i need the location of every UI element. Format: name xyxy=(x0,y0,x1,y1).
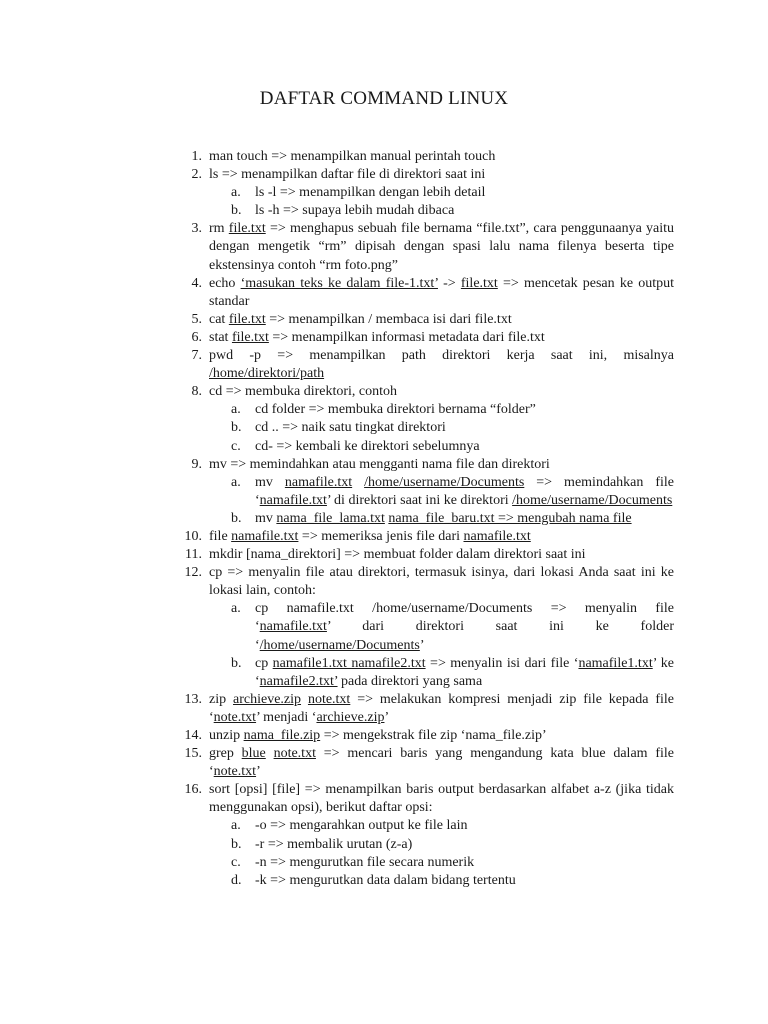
underlined-text: file.txt xyxy=(231,329,269,345)
text-run: mv xyxy=(255,474,285,490)
sub-list-letter: a. xyxy=(231,818,241,834)
text-run: grep xyxy=(209,746,242,762)
underlined-text: namafile1.txt xyxy=(578,655,653,671)
text-run: => mencari baris yang mengandung kata blue dalam file ‘ xyxy=(209,746,674,780)
text-run: cat xyxy=(209,311,229,327)
text-run: cp => menyalin file atau direktori, termasuk isinya, dari lokasi Anda saat ini ke lokasi lain, contoh: xyxy=(209,565,674,599)
text-run: => menyalin isi dari file ‘ xyxy=(425,655,579,671)
underlined-text: /home/username/Documents xyxy=(259,637,420,653)
sub-list-letter: c. xyxy=(231,854,241,870)
list-number: 1. xyxy=(191,149,202,164)
list-item xyxy=(180,546,674,564)
text-run: => menampilkan informasi metadata dari file.txt xyxy=(268,329,545,345)
text-run: -o => mengarahkan output ke file lain xyxy=(255,818,468,834)
text-run: cp namafile.txt /home/username/Documents => menyalin file ‘ xyxy=(255,601,674,635)
text-run: ’ dari direktori saat ini ke folder ‘ xyxy=(255,619,674,653)
list-item xyxy=(180,311,674,329)
text-run: echo xyxy=(209,275,241,291)
sub-list-item xyxy=(180,836,674,854)
text-run: cp xyxy=(255,655,273,671)
text-run: mkdir [nama_direktori] => membuat folder dalam direktori saat ini xyxy=(209,547,586,563)
text-run: mv => memindahkan atau mengganti nama file dan direktori xyxy=(209,456,550,472)
underlined-text: nama_file_baru.txt => mengubah nama file xyxy=(388,510,632,526)
list-item xyxy=(180,727,674,745)
underlined-text: namafile.txt xyxy=(463,528,531,544)
sub-list-letter: b. xyxy=(231,510,242,526)
sub-list-item xyxy=(180,419,674,437)
sub-list-item xyxy=(180,401,674,419)
underlined-text: namafile.txt xyxy=(231,528,299,544)
list-item xyxy=(180,781,674,817)
text-run xyxy=(301,692,308,707)
text-run: => mengekstrak file zip ‘nama_file.zip’ xyxy=(320,728,547,743)
underlined-text: archieve.zip xyxy=(316,709,385,725)
list-number: 5. xyxy=(191,311,202,327)
sub-list-item xyxy=(180,438,674,456)
sub-list-letter: d. xyxy=(231,872,242,888)
text-run: ’ xyxy=(419,637,425,653)
list-item xyxy=(180,383,674,401)
list-item xyxy=(180,456,674,474)
list-item xyxy=(180,564,674,600)
underlined-text: nama_file_lama.txt xyxy=(276,510,385,526)
text-run xyxy=(352,475,364,490)
text-run: -r => membalik urutan (z-a) xyxy=(255,836,413,852)
underlined-text: namafile1.txt namafile2.txt xyxy=(272,655,426,671)
text-run: ls -h => supaya lebih mudah dibaca xyxy=(255,203,455,219)
sub-list-item xyxy=(180,474,674,510)
list-number: 7. xyxy=(191,348,202,364)
text-run: cd folder => membuka direktori bernama “folder” xyxy=(255,402,536,418)
sub-list-letter: a. xyxy=(231,402,241,418)
underlined-text: note.txt xyxy=(307,691,351,707)
text-run: pada direktori yang sama xyxy=(337,673,483,689)
list-item xyxy=(180,275,674,311)
list-number: 15. xyxy=(184,746,202,762)
sub-list-item xyxy=(180,600,674,654)
list-item xyxy=(180,347,674,383)
text-run: -n => mengurutkan file secara numerik xyxy=(255,854,475,870)
underlined-text: namafile.txt xyxy=(284,474,353,490)
text-run: ’ xyxy=(384,709,390,725)
text-run: mv xyxy=(255,510,277,526)
text-run: file xyxy=(209,528,232,544)
text-run: pwd -p => menampilkan path direktori kerja saat ini, misalnya xyxy=(209,348,674,364)
list-number: 9. xyxy=(191,456,202,472)
list-item xyxy=(180,220,674,274)
text-run: rm xyxy=(209,221,229,237)
underlined-text: ‘masukan teks ke dalam file-1.txt’ xyxy=(240,275,438,291)
underlined-text: namafile.txt xyxy=(259,492,327,508)
sub-list-item xyxy=(180,202,674,220)
list-item xyxy=(180,745,674,781)
text-run: ’ xyxy=(256,764,261,780)
text-run: => melakukan kompresi menjadi zip file kepada file ‘ xyxy=(209,691,675,725)
sub-list-letter: b. xyxy=(231,203,242,219)
underlined-text: namafile2.txt’ xyxy=(259,673,338,689)
text-run: -> xyxy=(437,275,461,291)
text-run: => mencetak pesan ke output standar xyxy=(209,275,674,309)
underlined-text: /home/username/Documents xyxy=(364,474,525,490)
list-item xyxy=(180,691,674,727)
text-run: unzip xyxy=(209,728,244,743)
underlined-text: nama_file.zip xyxy=(243,728,321,743)
list-item xyxy=(180,148,674,166)
underlined-text: note.txt xyxy=(273,746,316,762)
text-run: man touch => menampilkan manual perintah touch xyxy=(209,149,496,164)
list-number: 8. xyxy=(191,384,202,400)
text-run: stat xyxy=(209,329,232,345)
underlined-text: namafile.txt xyxy=(259,619,327,635)
text-run: => menghapus sebuah file bernama “file.txt”, cara penggunaanya yaitu dengan mengetik “rm” dipisah dengan spasi lalu nama filenya beserta tipe ekstensinya contoh “rm foto.png” xyxy=(209,221,674,273)
list-number: 4. xyxy=(191,275,202,291)
list-number: 6. xyxy=(191,329,202,345)
sub-list-item xyxy=(180,655,674,691)
underlined-text: blue xyxy=(241,746,266,762)
sub-list-item xyxy=(180,817,674,835)
list-item xyxy=(180,528,674,546)
underlined-text: /home/username/Documents xyxy=(512,492,673,508)
sub-list-letter: b. xyxy=(231,836,242,852)
list-number: 3. xyxy=(191,221,202,237)
sub-list-item xyxy=(180,854,674,872)
sub-list-item xyxy=(180,184,674,202)
text-run: => menampilkan / membaca isi dari file.txt xyxy=(265,311,512,327)
sub-list-letter: b. xyxy=(231,655,242,671)
underlined-text: file.txt xyxy=(228,221,266,237)
list-number: 11. xyxy=(185,547,202,563)
list-number: 13. xyxy=(184,691,202,707)
text-run: sort [opsi] [file] => menampilkan baris output berdasarkan alfabet a-z (jika tidak menggunakan opsi), berikut daftar opsi: xyxy=(209,782,674,816)
sub-list-item xyxy=(180,510,674,528)
sub-list-letter: a. xyxy=(231,601,241,617)
text-run: zip xyxy=(209,691,234,707)
text-run: -k => mengurutkan data dalam bidang tertentu xyxy=(255,872,516,888)
text-run: cd => membuka direktori, contoh xyxy=(209,384,398,400)
text-run: ’ ke ‘ xyxy=(255,655,674,689)
list-number: 10. xyxy=(184,528,202,544)
underlined-text: archieve.zip xyxy=(233,691,302,707)
list-number: 16. xyxy=(184,782,202,798)
underlined-text: /home/direktori/path xyxy=(209,366,325,382)
list-number: 12. xyxy=(184,565,202,581)
list-item xyxy=(180,166,674,184)
sub-list-letter: a. xyxy=(231,185,241,201)
underlined-text: file.txt xyxy=(228,311,266,327)
text-run: => memindahkan file ‘ xyxy=(255,474,675,508)
underlined-text: note.txt xyxy=(213,709,257,725)
text-run: ’ menjadi ‘ xyxy=(256,709,317,725)
underlined-text: note.txt xyxy=(213,764,257,780)
text-run: cd .. => naik satu tingkat direktori xyxy=(255,420,446,436)
sub-list-letter: b. xyxy=(231,420,242,436)
list-number: 2. xyxy=(191,167,202,183)
text-run: ’ di direktori saat ini ke direktori xyxy=(326,492,513,508)
list-item xyxy=(180,329,674,347)
sub-list-letter: c. xyxy=(231,438,241,454)
text-run: cd- => kembali ke direktori sebelumnya xyxy=(255,438,480,454)
text-run xyxy=(266,746,274,761)
sub-list-item xyxy=(180,872,674,890)
text-run: ls -l => menampilkan dengan lebih detail xyxy=(255,185,486,201)
underlined-text: file.txt xyxy=(460,275,498,291)
text-run: ls => menampilkan daftar file di direktori saat ini xyxy=(209,167,486,183)
list-number: 14. xyxy=(184,728,202,743)
command-list xyxy=(180,148,674,890)
sub-list-letter: a. xyxy=(231,474,241,490)
document-title: DAFTAR COMMAND LINUX xyxy=(259,88,509,109)
text-run: => memeriksa jenis file dari xyxy=(298,528,464,544)
